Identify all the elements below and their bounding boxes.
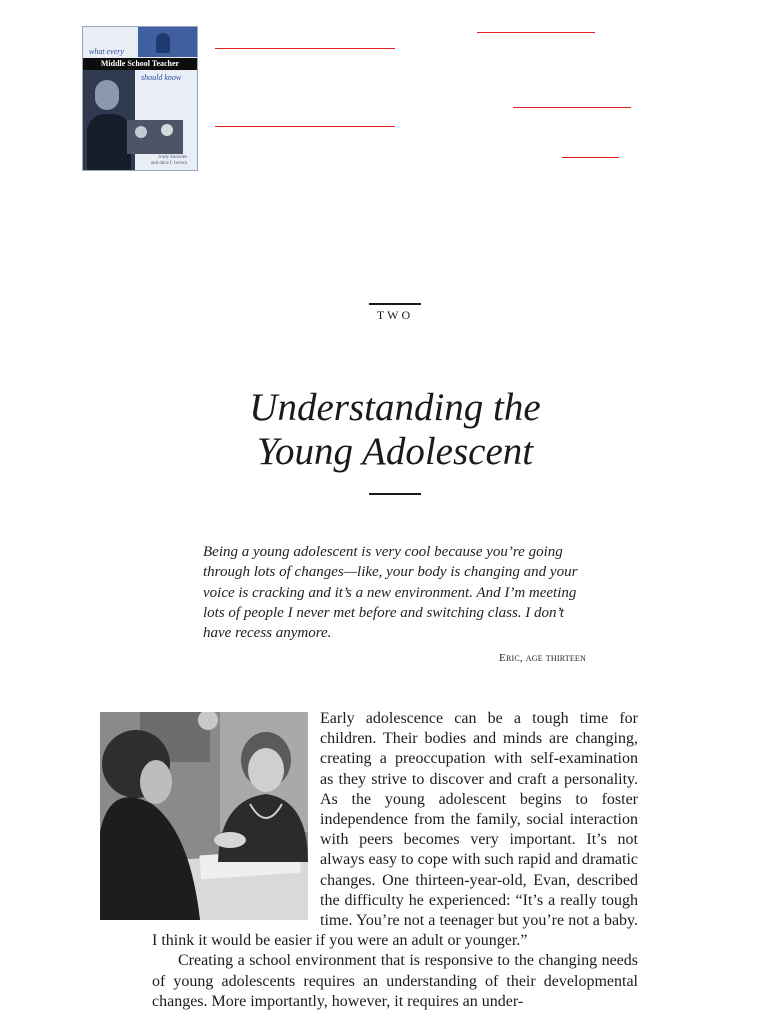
link-underline-1[interactable] xyxy=(215,48,395,49)
chapter-rule-bottom xyxy=(369,493,421,495)
link-underline-2[interactable] xyxy=(477,32,595,33)
link-underline-5[interactable] xyxy=(562,157,619,158)
chapter-title-line2: Young Adolescent xyxy=(256,430,534,473)
chapter-number: TWO xyxy=(376,308,414,322)
cover-photo-students xyxy=(127,120,183,154)
cover-author-2: and dave f. brown xyxy=(150,161,187,166)
epigraph-quote: Being a young adolescent is very cool because you’re going through lots of changes—like, your body is changing and your voice is cracking and it’s a new environment. And I’m meeting lots of people I never met before and switching class. I don’t have recess anymore. xyxy=(203,544,578,642)
chapter-title-line1: Understanding the xyxy=(249,386,541,429)
photo-wrap-spacer xyxy=(152,709,320,921)
epigraph-attribution: Eric, age thirteen xyxy=(499,652,586,664)
cover-authors xyxy=(151,155,187,167)
body-text xyxy=(152,709,638,1012)
body-paragraph-1: Early adolescence can be a tough time for children. Their bodies and minds are changing, creating a preoccupation with self-examination as they strive to discover and craft a personality. As the young adolescent begins to foster independence from the family, social interaction with peers becomes very important. It’s not always easy to cope with such rapid and dramatic changes. One thirteen-year-old, Evan, described the difficulty he experienced: “It’s a really tough time. You’re not a teenager but you’re not a baby. I think it would be easier if you were an adult or younger.” xyxy=(152,710,638,950)
cover-photo-top xyxy=(138,27,197,57)
link-underline-4[interactable] xyxy=(513,107,631,108)
cover-title-line1: what every xyxy=(89,47,124,56)
cover-author-1: trudy knowles xyxy=(158,155,187,160)
cover-title-band: Middle School Teacher xyxy=(83,58,197,70)
chapter-rule-top xyxy=(369,303,421,305)
cover-title-line3: should know xyxy=(141,73,182,82)
book-cover-thumbnail[interactable] xyxy=(82,26,198,171)
chapter-title xyxy=(150,386,640,474)
body-paragraph-2: Creating a school environment that is responsive to the changing needs of young adolescents requires an understanding of their developmental changes. More importantly, however, it requires an under- xyxy=(152,952,638,1010)
link-underline-3[interactable] xyxy=(215,126,395,127)
